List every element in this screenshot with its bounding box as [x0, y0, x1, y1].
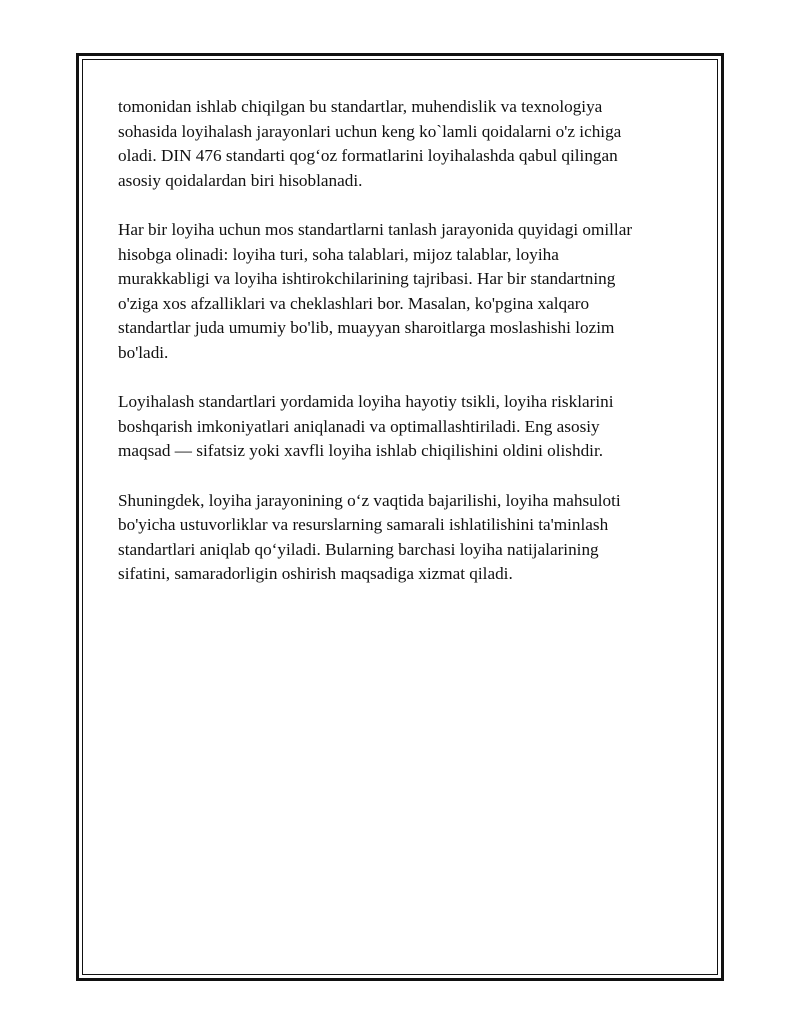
text-line: bo'yicha ustuvorliklar va resurslarning samarali ishlatilishini ta'minlash — [118, 515, 609, 535]
document-body — [118, 95, 698, 611]
paragraph-3 — [118, 390, 698, 464]
text-line: tomonidan ishlab chiqilgan bu standartlar, muhendislik va texnologiya — [118, 97, 603, 116]
text-line: maqsad — sifatsiz yoki xavfli loyiha ishlab chiqilishini oldini olishdir. — [118, 441, 604, 461]
paragraph-4 — [118, 489, 698, 587]
text-line: standartlari aniqlab qo‘yiladi. Bularning barchasi loyiha natijalarining — [118, 539, 599, 559]
text-line: bo'ladi. — [118, 342, 169, 362]
paragraph-2 — [118, 218, 698, 366]
text-line: hisobga olinadi: loyiha turi, soha talablari, mijoz talablar, loyiha — [118, 244, 559, 264]
text-line: oladi. DIN 476 standarti qog‘oz formatlarini loyihalashda qabul qilingan — [118, 146, 618, 166]
text-line: o'ziga xos afzalliklari va cheklashlari bor. Masalan, ko'pgina xalqaro — [118, 293, 590, 313]
text-line: Shuningdek, loyiha jarayonining o‘z vaqtida bajarilishi, loyiha mahsuloti — [118, 490, 621, 510]
text-line: sifatini, samaradorligin oshirish maqsadiga xizmat qiladi. — [118, 564, 513, 584]
text-line: asosiy qoidalardan biri hisoblanadi. — [118, 170, 363, 190]
text-line: Loyihalash standartlari yordamida loyiha hayotiy tsikli, loyiha risklarini — [118, 392, 614, 412]
text-line: sohasida loyihalash jarayonlari uchun keng ko`lamli qoidalarni o'z ichiga — [118, 121, 622, 141]
text-line: Har bir loyiha uchun mos standartlarni tanlash jarayonida quyidagi omillar — [118, 219, 633, 239]
paragraph-1 — [118, 95, 698, 193]
text-line: murakkabligi va loyiha ishtirokchilarining tajribasi. Har bir standartning — [118, 269, 616, 289]
text-line: boshqarish imkoniyatlari aniqlanadi va optimallashtiriladi. Eng asosiy — [118, 416, 600, 436]
text-line: standartlar juda umumiy bo'lib, muayyan sharoitlarga moslashishi lozim — [118, 318, 615, 338]
